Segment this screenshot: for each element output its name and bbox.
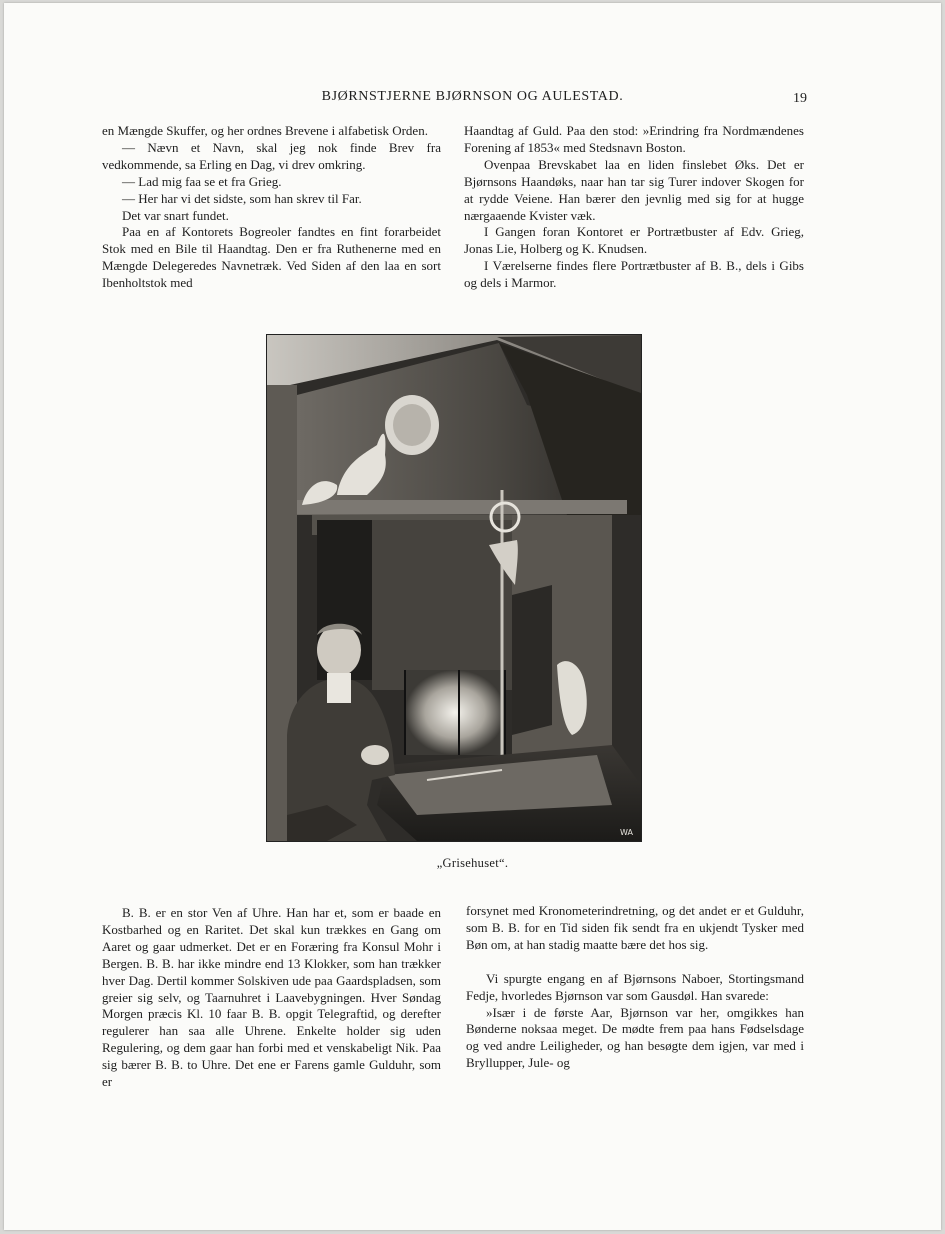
text-column-bottom-left xyxy=(102,905,441,1091)
paragraph: Paa en af Kontorets Bogreoler fandtes en fint forarbeidet Stok med en Bile til Haandtag. Den er fra Ruthenerne med en Mængde Delegeredes Navnetræk. Ved Siden af den laa en sort Ibenholtstok med xyxy=(102,224,441,291)
photographer-monogram: WA xyxy=(620,828,633,837)
paragraph: I Gangen foran Kontoret er Portrætbuster af Edv. Grieg, Jonas Lie, Holberg og K. Knudsen. xyxy=(464,224,804,257)
fireplace-scene xyxy=(267,335,641,841)
paragraph: Ovenpaa Brevskabet laa en liden finslebet Øks. Det er Bjørnsons Haandøks, naar han tar sig Turer indover Skogen for at rydde Veiene. Han bærer den jevnlig med sig for at hugge nærgaaende Kvister væk. xyxy=(464,156,804,223)
figure-caption: „Grisehuset“. xyxy=(436,856,509,870)
paragraph: — Her har vi det sidste, som han skrev til Far. xyxy=(122,190,362,206)
paragraph: Haandtag af Guld. Paa den stod: »Erindring fra Nordmændenes Forening af 1853« med Stedsnavn Boston. xyxy=(464,123,804,155)
page xyxy=(4,3,941,1230)
running-title: BJØRNSTJERNE BJØRNSON OG AULESTAD. xyxy=(321,89,624,104)
text-column-top-left xyxy=(102,123,441,292)
paragraph: Vi spurgte engang en af Bjørnsons Naboer, Stortingsmand Fedje, hvorledes Bjørnson var som Gausdøl. Han svarede: xyxy=(466,970,804,1003)
paragraph: — Nævn et Navn, skal jeg nok finde Brev fra vedkommende, sa Erling en Dag, vi drev omkring. xyxy=(102,139,441,172)
paragraph: — Lad mig faa se et fra Grieg. xyxy=(122,173,282,189)
fireplace-photograph xyxy=(266,334,642,842)
paragraph: forsynet med Kronometerindretning, og det andet er et Gulduhr, som B. B. for en Tid siden fik sendt fra en ukjendt Tysker med Bøn om, at han stadig maatte bære det hos sig. xyxy=(466,903,804,952)
text-column-top-right xyxy=(464,123,804,292)
paragraph: »Især i de første Aar, Bjørnson var her, omgikkes han Bønderne noksaa meget. De mødte frem paa hans Fødselsdage og ved andre Leiligheder, og han besøgte dem igjen, var med i Bryllupper, Jule- og xyxy=(466,1004,804,1071)
page-number: 19 xyxy=(793,91,807,106)
text-column-bottom-right xyxy=(466,903,804,1072)
paragraph: Det var snart fundet. xyxy=(122,207,229,223)
paragraph: I Værelserne findes flere Portrætbuster af B. B., dels i Gibs og dels i Marmor. xyxy=(464,258,804,291)
paragraph: en Mængde Skuffer, og her ordnes Brevene i alfabetisk Orden. xyxy=(102,123,428,138)
paragraph: B. B. er en stor Ven af Uhre. Han har et, som er baade en Kostbarhed og en Raritet. Det skal kun trækkes en Gang om Aaret og gaar udmerket. Det er en Foræring fra Konsul Mohr i Bergen. B. B. har ikke mindre end 13 Klokker, som han trækker hver Dag. Dertil kommer Solskiven ude paa Gaardspladsen, som greier sig selv, og Taarnuhret i Laavebygningen. Hver Søndag Morgen præcis Kl. 10 faar B. B. opgit Telegraftid, og derefter regulerer han saa alle Uhrene. Enkelte holder sig uden Regulering, og dem gaar han forbi med et venskabeligt Nik. Paa sig bærer B. B. to Uhre. Det ene er Farens gamle Gulduhr, som er xyxy=(102,905,441,1090)
